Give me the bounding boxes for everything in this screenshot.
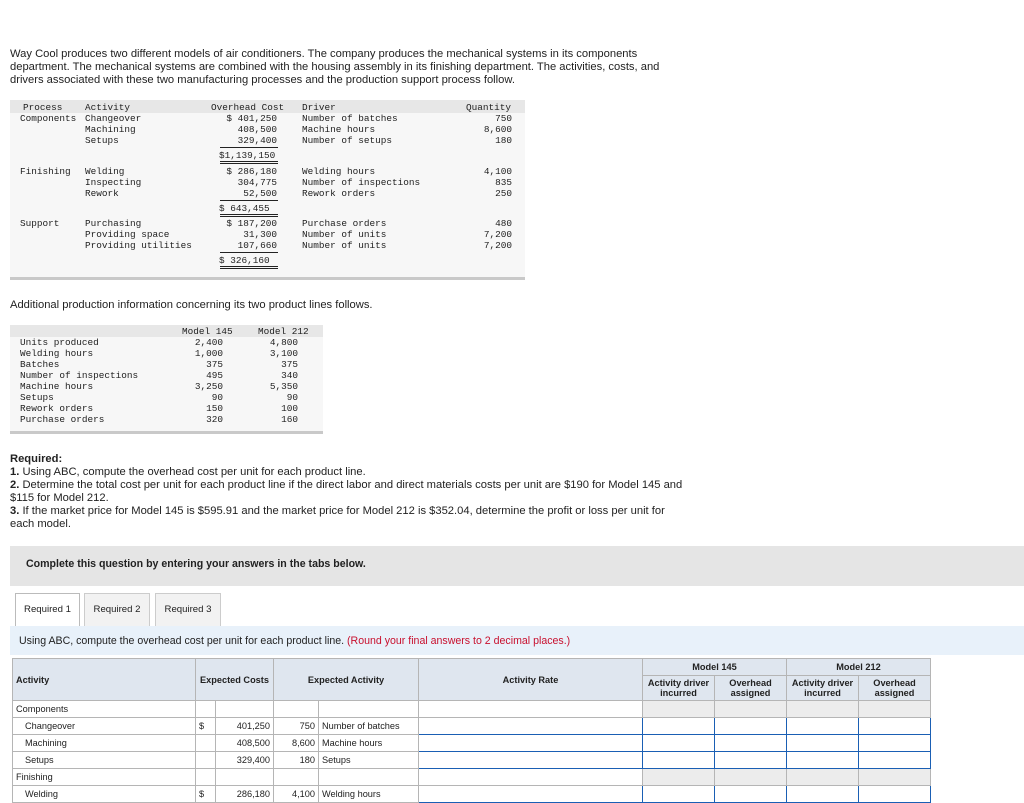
header-expected-costs: Expected Costs bbox=[196, 659, 274, 701]
production-info-table bbox=[10, 325, 323, 434]
driver-cell: Number of batches bbox=[302, 113, 398, 124]
quantity-cell: 250 bbox=[495, 188, 512, 199]
section-finishing: Finishing bbox=[13, 769, 196, 786]
activity-rate-input[interactable] bbox=[419, 752, 643, 769]
cost-cell: 408,500 bbox=[237, 124, 277, 135]
activity-cell: Purchasing bbox=[85, 218, 142, 229]
value-212: 160 bbox=[281, 414, 298, 425]
dollar-sign bbox=[196, 735, 216, 752]
additional-info-text: Additional production information concerning its two product lines follows. bbox=[10, 299, 373, 311]
driver-cell: Welding hours bbox=[302, 166, 376, 177]
q1-number: 1. bbox=[10, 466, 20, 478]
overhead-212-input[interactable] bbox=[859, 718, 931, 735]
overhead-145-input[interactable] bbox=[715, 786, 787, 803]
header-expected-activity: Expected Activity bbox=[274, 659, 419, 701]
header-quantity: Quantity bbox=[466, 102, 512, 113]
overhead-212-input[interactable] bbox=[859, 735, 931, 752]
row-label: Rework orders bbox=[20, 403, 94, 414]
row-label: Machine hours bbox=[20, 381, 94, 392]
value-212: 375 bbox=[281, 359, 298, 370]
quantity-cell: 750 bbox=[495, 113, 512, 124]
expected-qty: 4,100 bbox=[274, 786, 319, 803]
intro-paragraph: Way Cool produces two different models of air conditioners. The company produces the mechanical systems in its components department. The mechanical systems are combined with the housing assembly in its finishing department. The activities, costs, and drivers associated with these two manufacturing processes and the production support process follow. bbox=[10, 48, 660, 86]
value-145: 1,000 bbox=[194, 348, 223, 359]
value-145: 150 bbox=[206, 403, 223, 414]
finishing-total: $ 643,455 bbox=[219, 203, 270, 214]
value-145: 375 bbox=[206, 359, 223, 370]
driver-cell: Machine hours bbox=[302, 124, 376, 135]
driver-cell: Purchase orders bbox=[302, 218, 387, 229]
driver-145-input[interactable] bbox=[643, 786, 715, 803]
q3-number: 3. bbox=[10, 505, 20, 517]
header-overhead: Overhead Cost bbox=[211, 102, 285, 113]
header-driver-incurred-145: Activity driver incurred bbox=[643, 676, 715, 701]
value-212: 5,350 bbox=[269, 381, 298, 392]
expected-qty: 750 bbox=[274, 718, 319, 735]
row-label: Number of inspections bbox=[20, 370, 139, 381]
required-section bbox=[10, 453, 690, 531]
activity-cell: Changeover bbox=[85, 113, 142, 124]
cost-cell: 52,500 bbox=[243, 188, 277, 199]
driver-145-input[interactable] bbox=[643, 735, 715, 752]
driver-212-input[interactable] bbox=[787, 718, 859, 735]
overhead-145-input[interactable] bbox=[715, 718, 787, 735]
driver-145-input[interactable] bbox=[643, 718, 715, 735]
instructions-band bbox=[10, 546, 1024, 586]
row-label: Batches bbox=[20, 359, 60, 370]
cost-cell: 31,300 bbox=[243, 229, 277, 240]
activity-cell: Providing space bbox=[85, 229, 170, 240]
q1-text: Using ABC, compute the overhead cost per unit for each product line. bbox=[22, 466, 366, 478]
activity-cost-table bbox=[10, 100, 525, 280]
activity-cell: Rework bbox=[85, 188, 119, 199]
activity-rate-input[interactable] bbox=[419, 735, 643, 752]
row-label: Setups bbox=[20, 392, 54, 403]
cost-cell: $ 286,180 bbox=[226, 166, 277, 177]
cost-cell: 329,400 bbox=[237, 135, 277, 146]
q2-number: 2. bbox=[10, 479, 20, 491]
header-model-145: Model 145 bbox=[643, 659, 787, 676]
tab-required-1[interactable]: Required 1 bbox=[15, 593, 80, 626]
cost-cell: $ 187,200 bbox=[226, 218, 277, 229]
value-212: 340 bbox=[281, 370, 298, 381]
activity-cell: Providing utilities bbox=[85, 240, 192, 251]
driver-cell: Number of units bbox=[302, 229, 387, 240]
cost-cell: $ 401,250 bbox=[226, 113, 277, 124]
row-label: Purchase orders bbox=[20, 414, 105, 425]
expected-cost: 408,500 bbox=[216, 735, 274, 752]
header-activity-rate: Activity Rate bbox=[419, 659, 643, 701]
tab-required-2[interactable]: Required 2 bbox=[84, 593, 150, 627]
header-overhead-assigned-212: Overhead assigned bbox=[859, 676, 931, 701]
process-label: Components bbox=[20, 113, 77, 124]
activity-cell: Machining bbox=[85, 124, 136, 135]
abc-answer-table bbox=[12, 658, 931, 803]
value-212: 100 bbox=[281, 403, 298, 414]
expected-driver: Welding hours bbox=[319, 786, 419, 803]
q2-text: Determine the total cost per unit for each product line if the direct labor and direct materials costs per unit are $190 for Model 145 and $115 for Model 212. bbox=[10, 479, 683, 504]
header-driver-incurred-212: Activity driver incurred bbox=[787, 676, 859, 701]
value-145: 495 bbox=[206, 370, 223, 381]
header-model-145: Model 145 bbox=[182, 326, 233, 337]
tab-instruction bbox=[10, 626, 1024, 655]
activity-machining: Machining bbox=[13, 735, 196, 752]
components-total: $1,139,150 bbox=[219, 150, 276, 161]
q3-text: If the market price for Model 145 is $595.91 and the market price for Model 212 is $352.04, determine the profit or loss per unit for each model. bbox=[10, 505, 665, 530]
driver-cell: Number of setups bbox=[302, 135, 393, 146]
cost-cell: 107,660 bbox=[237, 240, 277, 251]
header-overhead-assigned-145: Overhead assigned bbox=[715, 676, 787, 701]
activity-cell: Inspecting bbox=[85, 177, 142, 188]
expected-cost: 286,180 bbox=[216, 786, 274, 803]
driver-cell: Number of inspections bbox=[302, 177, 421, 188]
overhead-212-input[interactable] bbox=[859, 752, 931, 769]
row-label: Welding hours bbox=[20, 348, 94, 359]
activity-setups: Setups bbox=[13, 752, 196, 769]
header-activity: Activity bbox=[85, 102, 131, 113]
expected-driver: Number of batches bbox=[319, 718, 419, 735]
value-212: 4,800 bbox=[269, 337, 298, 348]
overhead-145-input[interactable] bbox=[715, 752, 787, 769]
header-driver: Driver bbox=[302, 102, 336, 113]
instruction-text: Using ABC, compute the overhead cost per unit for each product line. bbox=[19, 635, 345, 647]
process-label: Finishing bbox=[20, 166, 71, 177]
expected-cost: 401,250 bbox=[216, 718, 274, 735]
activity-welding: Welding bbox=[13, 786, 196, 803]
quantity-cell: 7,200 bbox=[483, 229, 512, 240]
band-text: Complete this question by entering your answers in the tabs below. bbox=[26, 558, 366, 570]
activity-rate-input[interactable] bbox=[419, 786, 643, 803]
value-145: 2,400 bbox=[194, 337, 223, 348]
tab-required-3[interactable]: Required 3 bbox=[155, 593, 221, 627]
quantity-cell: 7,200 bbox=[483, 240, 512, 251]
driver-212-input[interactable] bbox=[787, 735, 859, 752]
required-title: Required: bbox=[10, 453, 63, 465]
header-process: Process bbox=[23, 102, 63, 113]
activity-cell: Welding bbox=[85, 166, 125, 177]
overhead-145-input[interactable] bbox=[715, 735, 787, 752]
quantity-cell: 480 bbox=[495, 218, 512, 229]
dollar-sign: $ bbox=[196, 718, 216, 735]
value-212: 90 bbox=[286, 392, 298, 403]
header-model-212: Model 212 bbox=[787, 659, 931, 676]
driver-cell: Rework orders bbox=[302, 188, 376, 199]
driver-212-input[interactable] bbox=[787, 752, 859, 769]
header-activity: Activity bbox=[13, 659, 196, 701]
cost-cell: 304,775 bbox=[237, 177, 277, 188]
activity-rate-input[interactable] bbox=[419, 718, 643, 735]
quantity-cell: 180 bbox=[495, 135, 512, 146]
value-145: 320 bbox=[206, 414, 223, 425]
value-212: 3,100 bbox=[269, 348, 298, 359]
quantity-cell: 4,100 bbox=[483, 166, 512, 177]
row-label: Units produced bbox=[20, 337, 99, 348]
overhead-212-input[interactable] bbox=[859, 786, 931, 803]
instruction-note: (Round your final answers to 2 decimal places.) bbox=[347, 635, 571, 647]
expected-qty: 180 bbox=[274, 752, 319, 769]
driver-145-input[interactable] bbox=[643, 752, 715, 769]
activity-changeover: Changeover bbox=[13, 718, 196, 735]
section-components: Components bbox=[13, 701, 196, 718]
dollar-sign: $ bbox=[196, 786, 216, 803]
quantity-cell: 8,600 bbox=[483, 124, 512, 135]
value-145: 90 bbox=[211, 392, 223, 403]
value-145: 3,250 bbox=[194, 381, 223, 392]
expected-driver: Setups bbox=[319, 752, 419, 769]
expected-qty: 8,600 bbox=[274, 735, 319, 752]
process-label: Support bbox=[20, 218, 60, 229]
quantity-cell: 835 bbox=[495, 177, 512, 188]
expected-cost: 329,400 bbox=[216, 752, 274, 769]
dollar-sign bbox=[196, 752, 216, 769]
header-model-212: Model 212 bbox=[258, 326, 309, 337]
support-total: $ 326,160 bbox=[219, 255, 270, 266]
driver-cell: Number of units bbox=[302, 240, 387, 251]
expected-driver: Machine hours bbox=[319, 735, 419, 752]
driver-212-input[interactable] bbox=[787, 786, 859, 803]
activity-cell: Setups bbox=[85, 135, 119, 146]
